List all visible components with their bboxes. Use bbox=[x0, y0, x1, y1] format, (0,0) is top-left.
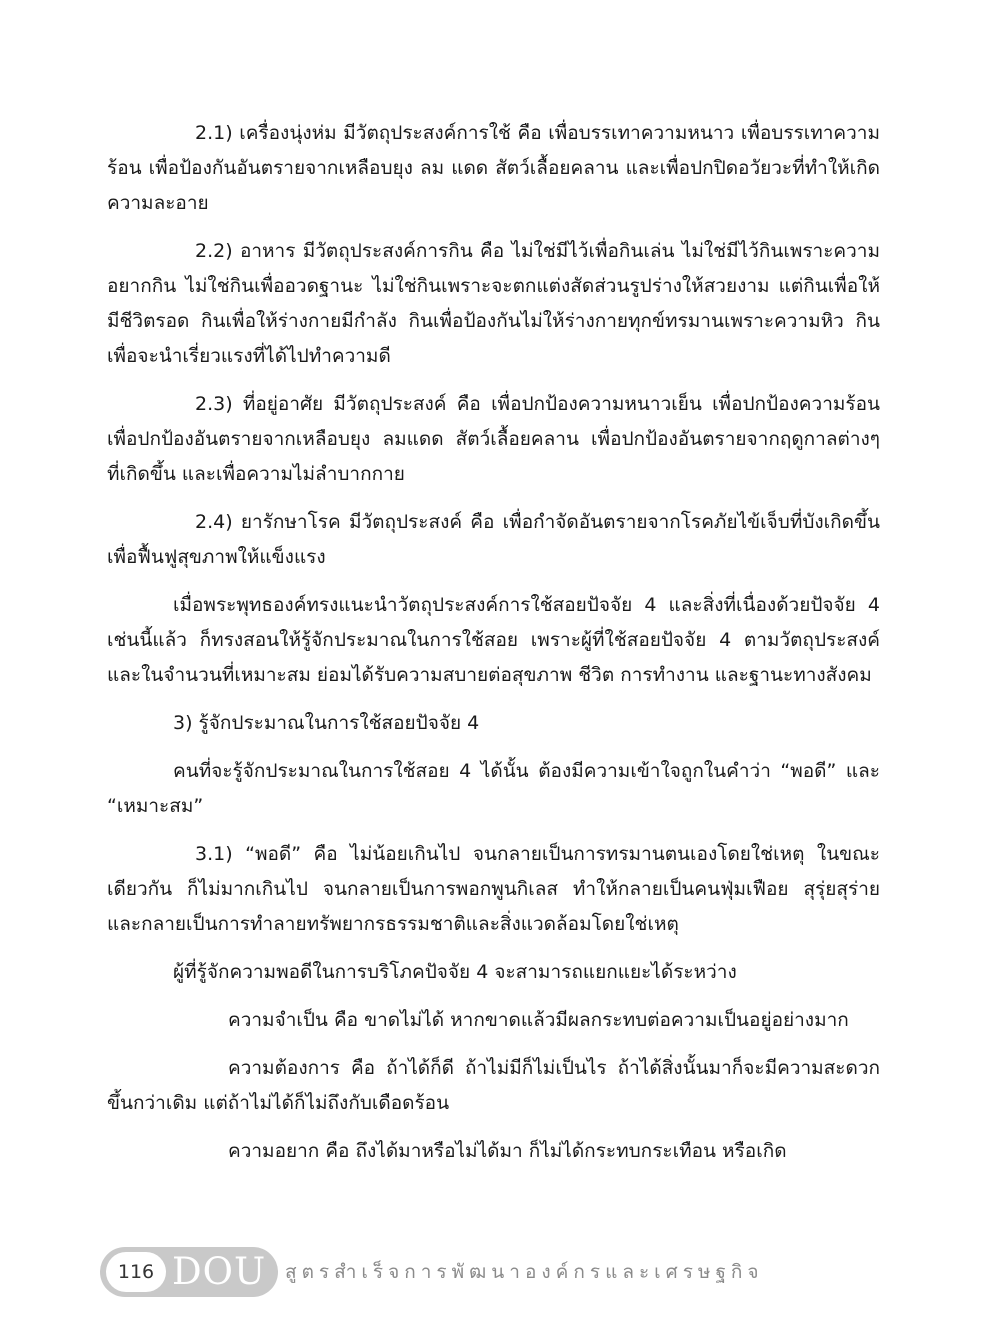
paragraph-distinguish: ผู้ที่รู้จักความพอดีในการบริโภคปัจจัย 4 จะสามารถแยกแยะได้ระหว่าง bbox=[173, 961, 737, 983]
paragraph-buddha-teaching: เมื่อพระพุทธองค์ทรงแนะนำวัตถุประสงค์การใช้สอยปัจจัย 4 และสิ่งที่เนื่องด้วยปัจจัย 4 เช่นนี้แล้ว ก็ทรงสอนให้รู้จักประมาณในการใช้สอย เพราะผู้ที่ใช้สอยปัจจัย 4 ตามวัตถุประสงค์และในจำนวนที่เหมาะสม ย่อมได้รับความสบายต่อสุขภาพ ชีวิต การทำงาน และฐานะทางสังคม bbox=[107, 594, 880, 686]
paragraph-food: 2.2) อาหาร มีวัตถุประสงค์การกิน คือ ไม่ใช่มีไว้เพื่อกินเล่น ไม่ใช่มีไว้กินเพราะความอยากกิน ไม่ใช่กินเพื่ออวดฐานะ ไม่ใช่กินเพราะจะตกแต่งสัดส่วนรูปร่างให้สวยงาม แต่กินเพื่อให้มีชีวิตรอด กินเพื่อให้ร่างกายมีกำลัง กินเพื่อป้องกันไม่ให้ร่างกายทุกข์ทรมานเพราะความหิว กินเพื่อจะนำเรี่ยวแรงที่ได้ไปทำความดี bbox=[107, 240, 880, 367]
page-footer bbox=[100, 1247, 900, 1297]
section-heading-moderation: 3) รู้จักประมาณในการใช้สอยปัจจัย 4 bbox=[173, 712, 480, 734]
body-text bbox=[107, 116, 880, 1182]
paragraph-want: ความต้องการ คือ ถ้าได้ก็ดี ถ้าไม่มีก็ไม่เป็นไร ถ้าได้สิ่งนั้นมาก็จะมีความสะดวกขึ้นกว่าเดิม แต่ถ้าไม่ได้ก็ไม่ถึงกับเดือดร้อน bbox=[107, 1057, 880, 1114]
page-number: 116 bbox=[106, 1252, 166, 1292]
paragraph-moderation-intro: คนที่จะรู้จักประมาณในการใช้สอย 4 ได้นั้น ต้องมีความเข้าใจถูกในคำว่า “พอดี” และ “เหมาะสม” bbox=[107, 760, 880, 817]
paragraph-clothing: 2.1) เครื่องนุ่งห่ม มีวัตถุประสงค์การใช้ คือ เพื่อบรรเทาความหนาว เพื่อบรรเทาความร้อน เพื่อป้องกันอันตรายจากเหลือบยุง ลม แดด สัตว์เลื้อยคลาน และเพื่อปกปิดอวัยวะที่ทำให้เกิดความละอาย bbox=[107, 122, 880, 214]
brand-logo-text: DOU bbox=[172, 1250, 267, 1293]
footer-badge bbox=[100, 1247, 278, 1297]
paragraph-medicine: 2.4) ยารักษาโรค มีวัตถุประสงค์ คือ เพื่อกำจัดอันตรายจากโรคภัยไข้เจ็บที่บังเกิดขึ้น เพื่อฟื้นฟูสุขภาพให้แข็งแรง bbox=[107, 511, 880, 568]
paragraph-shelter: 2.3) ที่อยู่อาศัย มีวัตถุประสงค์ คือ เพื่อปกป้องความหนาวเย็น เพื่อปกป้องความร้อน เพื่อปกป้องอันตรายจากเหลือบยุง ลมแดด สัตว์เลื้อยคลาน เพื่อปกป้องอันตรายจากฤดูกาลต่างๆ ที่เกิดขึ้น และเพื่อความไม่ลำบากกาย bbox=[107, 393, 880, 485]
paragraph-desire: ความอยาก คือ ถึงได้มาหรือไม่ได้มา ก็ไม่ได้กระทบกระเทือน หรือเกิด bbox=[228, 1140, 787, 1162]
book-title: สูตรสำเร็จการพัฒนาองค์กรและเศรษฐกิจ bbox=[285, 1261, 764, 1283]
paragraph-necessity: ความจำเป็น คือ ขาดไม่ได้ หากขาดแล้วมีผลกระทบต่อความเป็นอยู่อย่างมาก bbox=[228, 1009, 849, 1031]
paragraph-sufficiency: 3.1) “พอดี” คือ ไม่น้อยเกินไป จนกลายเป็นการทรมานตนเองโดยใช่เหตุ ในขณะเดียวกัน ก็ไม่มากเกินไป จนกลายเป็นการพอกพูนกิเลส ทำให้กลายเป็นคนฟุ่มเฟือย สุรุ่ยสุร่าย และกลายเป็นการทำลายทรัพยากรธรรมชาติและสิ่งแวดล้อมโดยใช่เหตุ bbox=[107, 843, 880, 935]
